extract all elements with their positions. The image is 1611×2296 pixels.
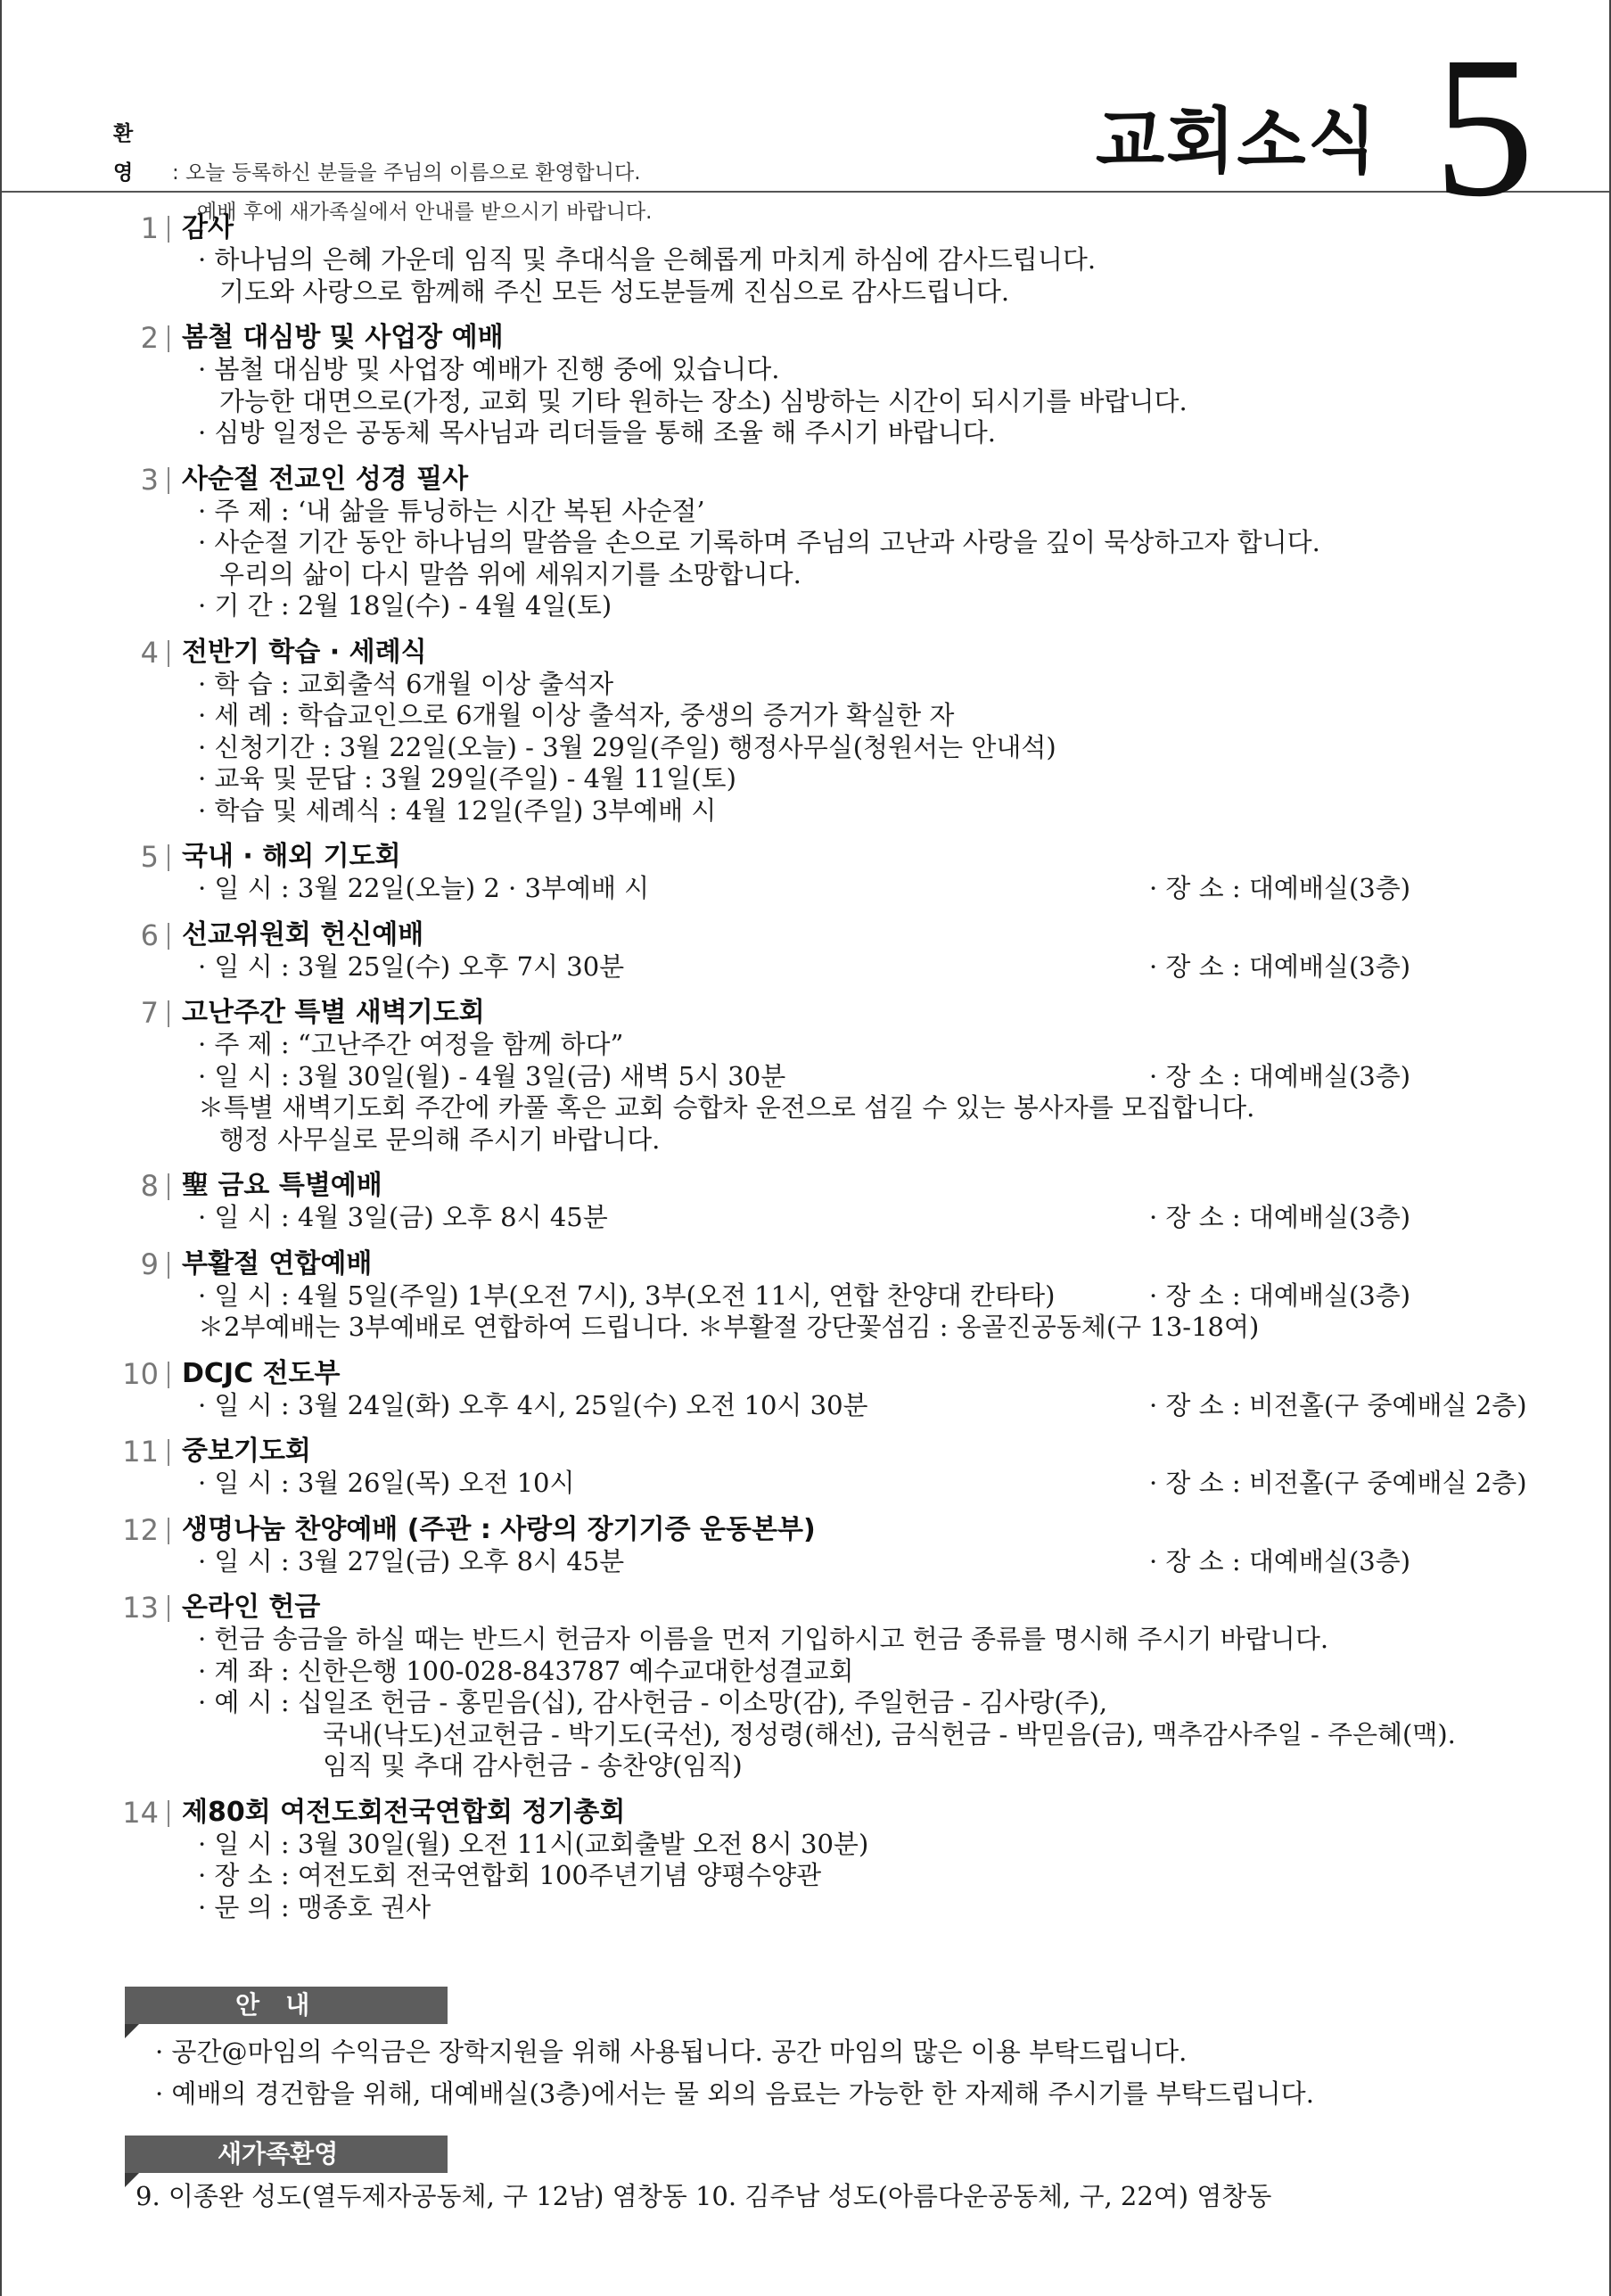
- line-text: · 신청기간 : 3월 22일(오늘) - 3월 29일(주일) 행정사무실(청원서는 안내석): [198, 731, 1056, 762]
- heading-corner-icon: [125, 2024, 139, 2038]
- news-section: [107, 1514, 1538, 1578]
- location-text: · 장 소 : 대예배실(3층): [1149, 1202, 1411, 1232]
- section-line: [182, 417, 1538, 449]
- section-title: 선교위원회 헌신예배: [182, 918, 424, 950]
- news-section: [107, 841, 1538, 905]
- notice-list: [155, 2031, 1314, 2115]
- page-title-area: [1095, 15, 1534, 238]
- location-text: · 장 소 : 비전홀(구 중예배실 2층): [1149, 1389, 1527, 1420]
- line-text: · 일 시 : 4월 3일(금) 오후 8시 45분: [198, 1202, 608, 1232]
- line-text: · 일 시 : 3월 25일(수) 오후 7시 30분: [198, 950, 625, 982]
- section-line: [182, 873, 1538, 905]
- line-text: · 일 시 : 4월 5일(주일) 1부(오전 7시), 3부(오전 11시, 연합 찬양대 칸타타): [198, 1280, 1056, 1311]
- section-divider: [168, 1595, 169, 1622]
- new-family-heading: [125, 2136, 448, 2173]
- news-section: [107, 1248, 1538, 1344]
- new-family-heading-text: 새가족환영: [218, 2139, 339, 2168]
- section-title: DCJC 전도부: [182, 1357, 341, 1389]
- section-line: [182, 559, 1538, 591]
- section-number: 7: [140, 996, 159, 1030]
- welcome-line-1: : 오늘 등록하신 분들을 주님의 이름으로 환영합니다.: [172, 161, 641, 185]
- line-text: ＊특별 새벽기도회 주간에 카풀 혹은 교회 승합차 운전으로 섬길 수 있는 봉사자를 모집합니다.: [198, 1092, 1255, 1123]
- section-line: [182, 732, 1538, 764]
- section-line: [182, 244, 1538, 276]
- section-title: 제80회 여전도회전국연합회 정기총회: [182, 1796, 626, 1828]
- news-section: [107, 1358, 1538, 1422]
- location-text: · 장 소 : 대예배실(3층): [1149, 1280, 1411, 1311]
- section-divider: [168, 1252, 169, 1279]
- section-number: 5: [140, 840, 159, 874]
- line-text: · 심방 일정은 공동체 목사님과 리더들을 통해 조율 해 주시기 바랍니다.: [198, 417, 997, 448]
- section-title: 聖 금요 특별예배: [182, 1170, 382, 1201]
- section-line: [182, 1092, 1538, 1124]
- line-text: · 일 시 : 3월 30일(월) - 4월 3일(금) 새벽 5시 30분: [198, 1060, 786, 1091]
- section-line: [182, 590, 1538, 622]
- welcome-line-2: 예배 후에 새가족실에서 안내를 받으시기 바랍니다.: [197, 201, 653, 224]
- section-number: 8: [140, 1169, 159, 1203]
- location-text: · 장 소 : 대예배실(3층): [1149, 873, 1411, 903]
- section-number: 9: [140, 1247, 159, 1281]
- news-section: [107, 464, 1538, 622]
- section-line: [182, 1719, 1538, 1751]
- section-body: [182, 841, 1538, 905]
- section-number: 14: [122, 1795, 159, 1830]
- section-body: [182, 1592, 1538, 1782]
- section-line: [182, 1892, 1538, 1924]
- section-body: [182, 1436, 1538, 1500]
- line-text: · 학 습 : 교회출석 6개월 이상 출석자: [198, 668, 614, 699]
- section-line: [182, 700, 1538, 732]
- section-body: [182, 322, 1538, 449]
- section-body: [182, 1170, 1538, 1234]
- section-line: [182, 795, 1538, 827]
- section-divider: [168, 1800, 169, 1827]
- section-number: 2: [140, 321, 159, 355]
- section-divider: [168, 1362, 169, 1388]
- section-title: 고난주간 특별 새벽기도회: [182, 997, 485, 1028]
- section-line: [182, 1829, 1538, 1861]
- news-section: [107, 637, 1538, 827]
- line-text: · 학습 및 세례식 : 4월 12일(주일) 3부예배 시: [198, 794, 717, 826]
- line-text: · 세 례 : 학습교인으로 6개월 이상 출석자, 중생의 증거가 확실한 자: [198, 700, 955, 730]
- line-text: · 교육 및 문답 : 3월 29일(주일) - 4월 11일(토): [198, 763, 736, 794]
- section-divider: [168, 640, 169, 667]
- notice-heading-text: 안 내: [235, 1990, 310, 2020]
- section-body: [182, 997, 1538, 1156]
- news-section: [107, 1797, 1538, 1924]
- section-body: [182, 464, 1538, 622]
- new-family-item: 9. 이종완 성도(열두제자공동체, 구 12남) 염창동 10. 김주남 성도(아름다운공동체, 구, 22여) 염창동: [136, 2181, 1272, 2211]
- line-text: · 일 시 : 3월 27일(금) 오후 8시 45분: [198, 1545, 625, 1576]
- section-line: [182, 386, 1538, 418]
- line-text: · 일 시 : 3월 24일(화) 오후 4시, 25일(수) 오전 10시 30분: [198, 1389, 868, 1420]
- section-line: [182, 276, 1538, 309]
- news-section: [107, 212, 1538, 308]
- news-section: [107, 1592, 1538, 1782]
- section-body: [182, 637, 1538, 827]
- section-line: [182, 1202, 1538, 1234]
- section-line: [182, 1750, 1538, 1782]
- section-divider: [168, 216, 169, 243]
- section-body: [182, 212, 1538, 308]
- section-line: [182, 951, 1538, 983]
- section-line: [182, 1546, 1538, 1578]
- section-title: 중보기도회: [182, 1436, 311, 1467]
- section-line: [182, 1312, 1538, 1344]
- section-line: [182, 354, 1538, 386]
- section-line: [182, 763, 1538, 795]
- line-text: · 봄철 대심방 및 사업장 예배가 진행 중에 있습니다.: [198, 354, 780, 384]
- section-number: 3: [140, 462, 159, 497]
- line-text: · 헌금 송금을 하실 때는 반드시 헌금자 이름을 먼저 기입하시고 헌금 종류를 명시해 주시기 바랍니다.: [198, 1624, 1329, 1654]
- line-text: · 주 제 : “고난주간 여정을 함께 하다”: [198, 1029, 624, 1059]
- section-divider: [168, 467, 169, 494]
- section-number: 6: [140, 918, 159, 952]
- section-line: [182, 1061, 1538, 1093]
- notice-item: · 예배의 경건함을 위해, 대예배실(3층)에서는 물 외의 음료는 가능한 한 자제해 주시기를 부탁드립니다.: [155, 2078, 1314, 2109]
- section-line: [182, 669, 1538, 701]
- section-title: 전반기 학습 · 세례식: [182, 636, 427, 668]
- section-line: [182, 1029, 1538, 1061]
- section-body: [182, 1514, 1538, 1578]
- location-text: · 장 소 : 비전홀(구 중예배실 2층): [1149, 1468, 1527, 1498]
- notice-item: · 공간@마임의 수익금은 장학지원을 위해 사용됩니다. 공간 마임의 많은 이용 부탁드립니다.: [155, 2037, 1188, 2067]
- line-text: 임직 및 추대 감사헌금 - 송찬양(임직): [323, 1750, 743, 1781]
- section-line: [182, 1390, 1538, 1422]
- section-line: [182, 496, 1538, 528]
- section-line: [182, 1687, 1538, 1719]
- section-title: 감사: [182, 212, 234, 243]
- section-number: 10: [122, 1356, 159, 1391]
- section-line: [182, 1124, 1538, 1156]
- line-text: · 기 간 : 2월 18일(수) - 4월 4일(토): [198, 590, 612, 621]
- line-text: · 일 시 : 3월 26일(목) 오전 10시: [198, 1468, 575, 1498]
- line-text: 우리의 삶이 다시 말씀 위에 세워지기를 소망합니다.: [219, 558, 801, 589]
- news-sections: [107, 212, 1538, 1938]
- section-body: [182, 1797, 1538, 1924]
- notice-heading: [125, 1987, 448, 2024]
- section-line: [182, 527, 1538, 559]
- welcome-label: 환 영: [113, 122, 139, 185]
- new-family-list: [136, 2176, 1271, 2218]
- page-title: 교회소식: [1095, 100, 1378, 183]
- line-text: 행정 사무실로 문의해 주시기 바랍니다.: [219, 1123, 661, 1155]
- line-text: 가능한 대면으로(가정, 교회 및 기타 원하는 장소) 심방하는 시간이 되시기를 바랍니다.: [219, 385, 1188, 416]
- line-text: · 일 시 : 3월 22일(오늘) 2 · 3부예배 시: [198, 873, 650, 903]
- line-text: · 계 좌 : 신한은행 100-028-843787 예수교대한성결교회: [198, 1655, 854, 1686]
- location-text: · 장 소 : 대예배실(3층): [1149, 1545, 1411, 1576]
- line-text: · 하나님의 은혜 가운데 임직 및 추대식을 은혜롭게 마치게 하심에 감사드립니다.: [198, 244, 1097, 275]
- section-divider: [168, 1173, 169, 1200]
- section-number: 12: [122, 1512, 159, 1547]
- section-title: 생명나눔 찬양예배 (주관 : 사랑의 장기기증 운동본부): [182, 1513, 816, 1545]
- location-text: · 장 소 : 대예배실(3층): [1149, 1060, 1411, 1091]
- section-title: 부활절 연합예배: [182, 1247, 373, 1280]
- news-section: [107, 997, 1538, 1156]
- news-section: [107, 1170, 1538, 1234]
- section-divider: [168, 844, 169, 871]
- section-title: 국내 · 해외 기도회: [182, 841, 401, 872]
- line-text: · 예 시 : 십일조 헌금 - 홍믿음(십), 감사헌금 - 이소망(감), 주일헌금 - 김사랑(주),: [198, 1687, 1108, 1717]
- page-number: 5: [1434, 15, 1534, 238]
- line-text: 기도와 사랑으로 함께해 주신 모든 성도분들께 진심으로 감사드립니다.: [219, 276, 1010, 307]
- line-text: 국내(낙도)선교헌금 - 박기도(국선), 정성령(해선), 금식헌금 - 박믿음(금), 맥추감사주일 - 주은혜(맥).: [323, 1718, 1456, 1749]
- section-line: [182, 1656, 1538, 1688]
- section-body: [182, 1358, 1538, 1422]
- section-line: [182, 1860, 1538, 1892]
- section-divider: [168, 1518, 169, 1544]
- section-title: 온라인 헌금: [182, 1592, 321, 1623]
- section-line: [182, 1624, 1538, 1656]
- section-divider: [168, 325, 169, 352]
- section-number: 13: [122, 1591, 159, 1625]
- line-text: · 일 시 : 3월 30일(월) 오전 11시(교회출발 오전 8시 30분): [198, 1828, 869, 1859]
- location-text: · 장 소 : 대예배실(3층): [1149, 950, 1411, 982]
- section-number: 11: [122, 1435, 159, 1469]
- line-text: · 장 소 : 여전도회 전국연합회 100주년기념 양평수양관: [198, 1860, 822, 1890]
- section-divider: [168, 1439, 169, 1466]
- line-text: · 사순절 기간 동안 하나님의 말씀을 손으로 기록하며 주님의 고난과 사랑을 깊이 묵상하고자 합니다.: [198, 527, 1320, 557]
- line-text: ＊2부예배는 3부예배로 연합하여 드립니다. ＊부활절 강단꽃섬김 : 옹골진공동체(구 13-18여): [198, 1312, 1260, 1342]
- news-section: [107, 919, 1538, 983]
- line-text: · 주 제 : ‘내 삶을 튜닝하는 시간 복된 사순절’: [198, 495, 705, 526]
- line-text: · 문 의 : 맹종호 권사: [198, 1891, 432, 1922]
- section-number: 1: [140, 211, 159, 245]
- section-line: [182, 1468, 1538, 1500]
- section-title: 사순절 전교인 성경 필사: [182, 463, 469, 495]
- section-divider: [168, 1000, 169, 1027]
- news-section: [107, 322, 1538, 449]
- section-line: [182, 1280, 1538, 1313]
- section-divider: [168, 923, 169, 950]
- section-title: 봄철 대심방 및 사업장 예배: [182, 322, 504, 353]
- news-section: [107, 1436, 1538, 1500]
- section-body: [182, 919, 1538, 983]
- section-body: [182, 1248, 1538, 1344]
- section-number: 4: [140, 635, 159, 670]
